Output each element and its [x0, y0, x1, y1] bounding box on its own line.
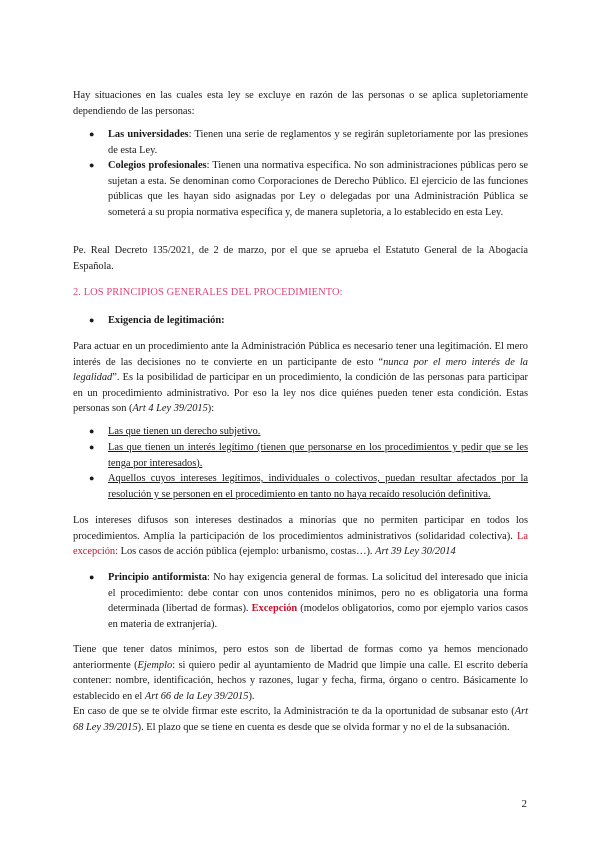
- term-colegios: Colegios profesionales: [108, 160, 207, 171]
- list-item-intereses-afectados: Aquellos cuyos intereses legítimos, individuales o colectivos, puedan resultar afectados por la resolución y se personen en el procedimiento en tanto no haya recaído resolución definitiva.: [108, 473, 528, 500]
- olvido-paragraph: En caso de que se te olvide firmar este escrito, la Administración te da la oportunidad de subsanar esto (Art 68 Ley 39/2015). El plazo que se tiene en cuenta es desde que se olvida formar y no el de la subsanación.: [73, 706, 528, 733]
- quote-text: nunca por el mero interés de la legalidad: [73, 356, 528, 384]
- term-universidades: Las universidades: [108, 129, 189, 140]
- legal-reference: Art 66 de la Ley 39/2015: [144, 690, 249, 702]
- excepcion-label: La excepción:: [73, 530, 528, 558]
- intro-paragraph: Hay situaciones en las cuales esta ley se excluye en razón de las personas o se aplica supletoriamente dependiendo de las personas:: [73, 90, 528, 117]
- bullet-icon: ●: [89, 572, 95, 582]
- list-item-colegios: Colegios profesionales: Tienen una normativa específica. No son administraciones públicas pero se sujetan a esta. Se denominan como Corporaciones de Derecho Público. El ejercicio de las funciones públicas que les hayan sido asignadas por Ley o delegadas por una Administración Pública se someterá a su propia normativa específica y, de manera supletoria, a lo establecido en esta Ley.: [108, 160, 529, 218]
- section-heading: 2. LOS PRINCIPIOS GENERALES DEL PROCEDIMIENTO:: [73, 287, 343, 298]
- bullet-icon: ●: [89, 129, 95, 139]
- list-item-antiformista: Principio antiformista: No hay exigencia general de formas. La solicitud del interesado que inicia el procedimiento: debe contar con unos contenidos mínimos, pero no es obligatoria una forma determinada (libertad de formas). Excepción (modelos obligatorios, como por ejemplo varios casos en materia de extranjería).: [108, 572, 528, 630]
- bullet-icon: ●: [89, 315, 95, 325]
- legitimacion-title: Exigencia de legitimación:: [108, 315, 225, 326]
- legal-reference: Art 68 Ley 39/2015: [73, 706, 528, 733]
- list-item-universidades: Las universidades: Tienen una serie de reglamentos y se regirán supletoriamente por las presiones de esta Ley.: [108, 129, 528, 156]
- datos-paragraph: Tiene que tener datos mínimos, pero estos son de libertad de formas como ya hemos mencionado anteriormente (Ejemplo: si quiero pedir al ayuntamiento de Madrid que limpie una calle. El escrito debería contener: nombre, identificación, hechos y razones, lugar y fecha, firma, órgano o centro. Básicamente lo establecido en el Art 66 de la Ley 39/2015).: [73, 644, 528, 702]
- example-label: Ejemplo: [137, 659, 173, 671]
- legal-reference: Art 4 Ley 39/2015: [132, 403, 208, 415]
- bullet-icon: ●: [89, 160, 95, 170]
- bullet-icon: ●: [89, 473, 95, 483]
- list-item-derecho-subjetivo: Las que tienen un derecho subjetivo.: [108, 426, 261, 437]
- page-number: 2: [521, 798, 527, 810]
- list-item-interes-legitimo: Las que tienen un interés legítimo (tienen que personarse en los procedimientos y pedir que se les tenga por interesados).: [108, 442, 528, 469]
- decree-paragraph: Pe. Real Decreto 135/2021, de 2 de marzo, por el que se aprueba el Estatuto General de la Abogacía Española.: [73, 245, 528, 272]
- bullet-icon: ●: [89, 442, 95, 452]
- term-antiformista: Principio antiformista: [108, 572, 208, 583]
- difusos-paragraph: Los intereses difusos son intereses destinados a minorías que no permiten participar en todos los procedimientos. Amplía la participación de los procedimientos administrativos (solidaridad colectiva). La excepción: Los casos de acción pública (ejemplo: urbanismo, costas…). Art 39 Ley 30/2014: [73, 515, 528, 558]
- bullet-icon: ●: [89, 426, 95, 436]
- excepcion-keyword: Excepción: [251, 603, 298, 615]
- legitimacion-paragraph: Para actuar en un procedimiento ante la Administración Pública es necesario tener una legitimación. El mero interés de las decisiones no te convierte en un participante de esto “nunca por el mero interés de la legalidad”. Es la posibilidad de participar en un procedimiento, la condición de las personas para participar en un procedimiento administrativo. Por eso la ley nos dice quiénes pueden tener esta condición. Estas personas son (Art 4 Ley 39/2015):: [73, 341, 528, 415]
- legal-reference: Art 39 Ley 30/2014: [375, 546, 456, 558]
